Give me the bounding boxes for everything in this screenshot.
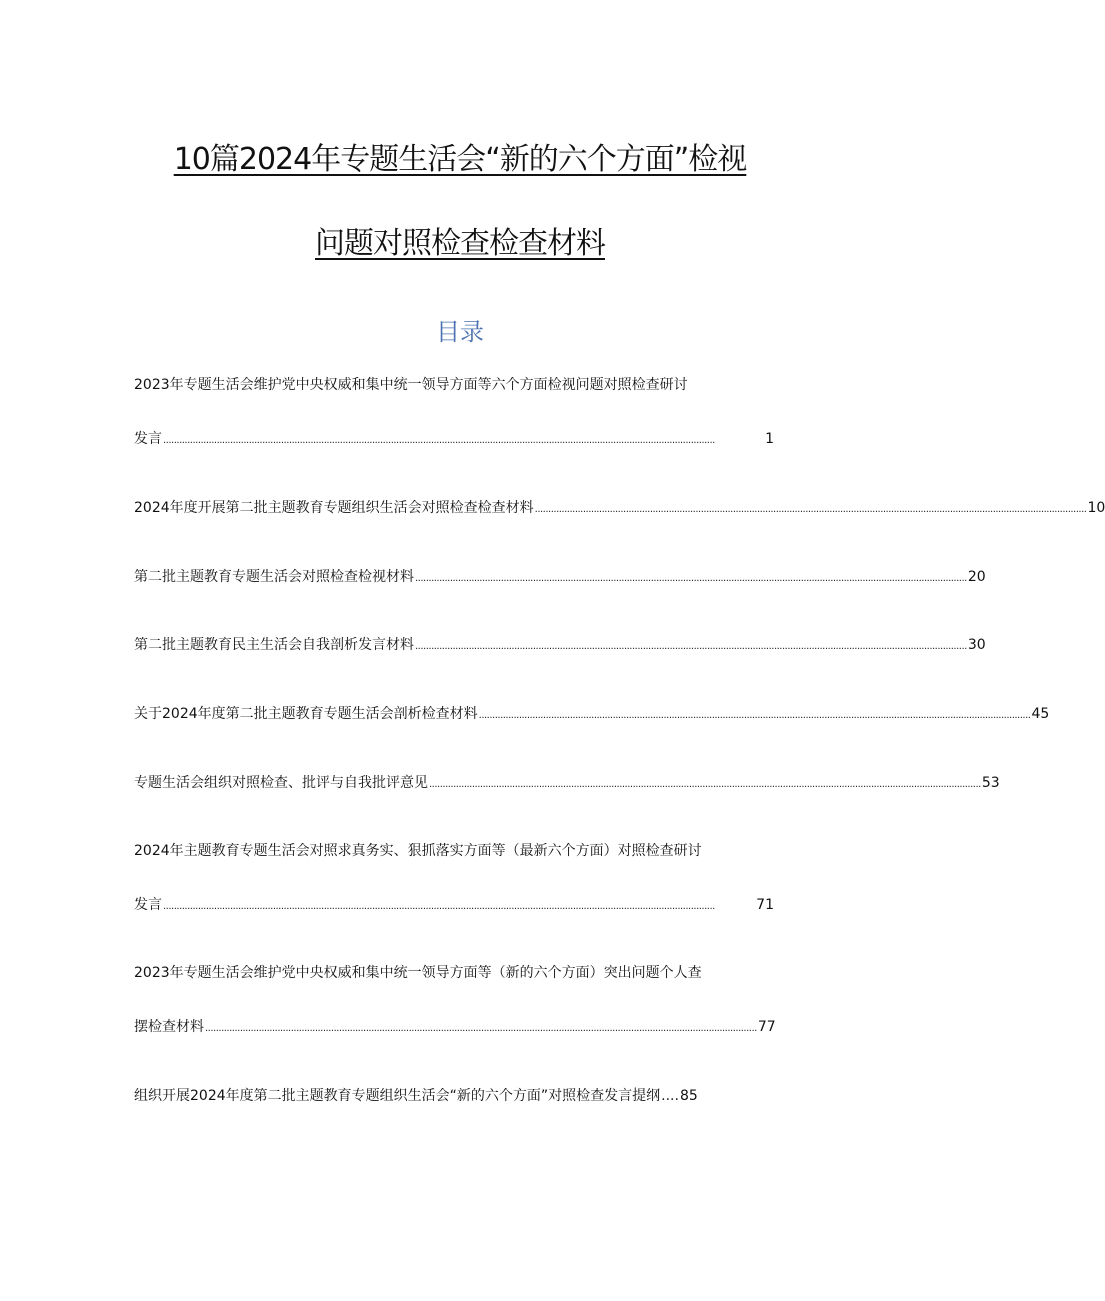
toc-entry-6[interactable] [134,773,1000,793]
toc-page-number: 71 [756,897,774,913]
toc-entry-4[interactable] [134,635,986,655]
toc-page-number: 77 [757,1019,776,1035]
toc-leader-dots: .............................................................................................................................................................................................................. [163,901,715,912]
toc-page-number: 20 [967,569,986,585]
toc-leader-dots: .............................................................................................................................................................................................................. [205,1023,757,1034]
toc-entry-label: 组织开展2024年度第二批主题教育专题组织生活会“新的六个方面”对照检查发言提纲 [134,1088,661,1104]
toc-entry-7[interactable] [134,895,774,915]
toc-entry-label: 发言 [134,897,162,913]
toc-page-number: 10 [1087,500,1105,516]
toc-entry-1-line-1: 2023年专题生活会维护党中央权威和集中统一领导方面等六个方面检视问题对照检查研讨 [134,377,688,393]
toc-entry-3[interactable] [134,567,986,587]
toc-entry-9[interactable] [134,1086,738,1106]
toc-leader-dots: .............................................................................................................................................................................................................. [534,504,1087,515]
toc-entry-label: 第二批主题教育专题生活会对照检查检视材料 [134,569,414,585]
toc-leader-dots: .............................................................................................................................................................................................................. [415,641,967,652]
toc-page-number: 30 [967,637,986,653]
document-title-line-2: 问题对照检查检查材料 [315,226,605,261]
toc-entry-5[interactable] [134,704,1050,724]
toc-leader-dots: .... [661,1088,679,1104]
toc-entry-label: 2024年度开展第二批主题教育专题组织生活会对照检查检查材料 [134,500,534,516]
toc-page-number: 1 [765,431,774,447]
toc-page-number: 53 [981,775,1000,791]
toc-entry-label: 发言 [134,431,162,447]
toc-leader-dots: .............................................................................................................................................................................................................. [478,710,1031,721]
toc-entry-label: 关于2024年度第二批主题教育专题生活会剖析检查材料 [134,706,478,722]
toc-entry-8[interactable] [134,1017,774,1037]
toc-entry-label: 专题生活会组织对照检查、批评与自我批评意见 [134,775,428,791]
toc-leader-dots: .............................................................................................................................................................................................................. [429,779,981,790]
toc-leader-dots: .............................................................................................................................................................................................................. [163,435,715,446]
toc-entry-label: 摆检查材料 [134,1019,204,1035]
toc-entry-8-line-1: 2023年专题生活会维护党中央权威和集中统一领导方面等（新的六个方面）突出问题个人查 [134,965,702,981]
toc-entry-2[interactable] [134,498,1105,518]
toc-entry-7-line-1: 2024年主题教育专题生活会对照求真务实、狠抓落实方面等（最新六个方面）对照检查研讨 [134,843,702,859]
toc-entry-1[interactable] [134,429,774,449]
document-title-line-1: 10篇2024年专题生活会“新的六个方面”检视 [173,142,747,177]
toc-page-number: 85 [679,1088,698,1104]
toc-leader-dots: .............................................................................................................................................................................................................. [415,573,967,584]
toc-heading: 目录 [436,318,484,346]
toc-entry-label: 第二批主题教育民主生活会自我剖析发言材料 [134,637,414,653]
toc-page-number: 45 [1031,706,1050,722]
